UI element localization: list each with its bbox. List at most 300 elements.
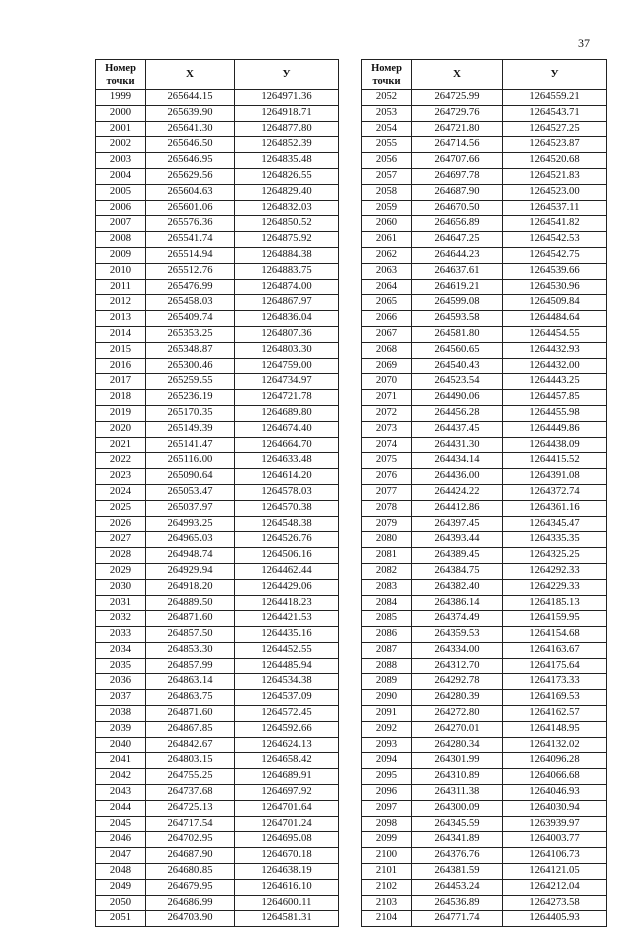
y-coordinate-cell: 1264169.53 [503, 690, 607, 706]
x-coordinate-cell: 264680.85 [146, 864, 235, 880]
point-number-cell: 2016 [96, 358, 146, 374]
point-number-cell: 2068 [362, 342, 412, 358]
y-coordinate-cell: 1264600.11 [235, 895, 339, 911]
point-number-cell: 2019 [96, 405, 146, 421]
point-number-cell: 2025 [96, 500, 146, 516]
y-coordinate-cell: 1264415.52 [503, 453, 607, 469]
x-coordinate-cell: 265149.39 [146, 421, 235, 437]
x-coordinate-cell: 264863.14 [146, 674, 235, 690]
y-coordinate-cell: 1264523.87 [503, 137, 607, 153]
point-number-cell: 2043 [96, 785, 146, 801]
coordinates-table-left [95, 59, 339, 927]
x-coordinate-cell: 264686.99 [146, 895, 235, 911]
point-number-cell: 2018 [96, 390, 146, 406]
x-coordinate-cell: 265236.19 [146, 390, 235, 406]
point-number-cell: 2064 [362, 279, 412, 295]
y-coordinate-cell: 1264527.25 [503, 121, 607, 137]
point-number-cell: 2059 [362, 200, 412, 216]
y-coordinate-cell: 1264159.95 [503, 611, 607, 627]
x-coordinate-cell: 265116.00 [146, 453, 235, 469]
x-coordinate-cell: 265629.56 [146, 168, 235, 184]
y-coordinate-cell: 1264132.02 [503, 737, 607, 753]
table-row [362, 548, 607, 564]
x-coordinate-cell: 264412.86 [412, 500, 503, 516]
x-coordinate-cell: 264647.25 [412, 232, 503, 248]
point-number-cell: 2079 [362, 516, 412, 532]
point-number-cell: 2094 [362, 753, 412, 769]
point-number-cell: 2077 [362, 484, 412, 500]
x-coordinate-cell: 264376.76 [412, 848, 503, 864]
point-number-cell: 2072 [362, 405, 412, 421]
table-row [362, 658, 607, 674]
y-coordinate-cell: 1264867.97 [235, 295, 339, 311]
y-coordinate-cell: 1264485.94 [235, 658, 339, 674]
y-coordinate-cell: 1264548.38 [235, 516, 339, 532]
table-row [362, 895, 607, 911]
table-row [96, 279, 339, 295]
x-coordinate-cell: 264424.22 [412, 484, 503, 500]
point-number-cell: 2080 [362, 532, 412, 548]
x-coordinate-cell: 264540.43 [412, 358, 503, 374]
x-coordinate-cell: 264993.25 [146, 516, 235, 532]
point-number-cell: 2047 [96, 848, 146, 864]
point-number-cell: 2052 [362, 90, 412, 106]
header-x: X [412, 60, 503, 90]
y-coordinate-cell: 1264883.75 [235, 263, 339, 279]
point-number-cell: 2066 [362, 311, 412, 327]
table-row [96, 390, 339, 406]
y-coordinate-cell: 1264335.35 [503, 532, 607, 548]
y-coordinate-cell: 1264695.08 [235, 832, 339, 848]
x-coordinate-cell: 265512.76 [146, 263, 235, 279]
x-coordinate-cell: 264280.34 [412, 737, 503, 753]
y-coordinate-cell: 1264345.47 [503, 516, 607, 532]
point-number-cell: 2017 [96, 374, 146, 390]
x-coordinate-cell: 264853.30 [146, 642, 235, 658]
y-coordinate-cell: 1264096.28 [503, 753, 607, 769]
x-coordinate-cell: 265037.97 [146, 500, 235, 516]
x-coordinate-cell: 264842.67 [146, 737, 235, 753]
point-number-cell: 2056 [362, 153, 412, 169]
x-coordinate-cell: 264536.89 [412, 895, 503, 911]
y-coordinate-cell: 1264852.39 [235, 137, 339, 153]
table-row [362, 500, 607, 516]
point-number-cell: 2015 [96, 342, 146, 358]
y-coordinate-cell: 1264875.92 [235, 232, 339, 248]
y-coordinate-cell: 1264106.73 [503, 848, 607, 864]
table-row [362, 295, 607, 311]
x-coordinate-cell: 264687.90 [412, 184, 503, 200]
table-row [96, 848, 339, 864]
point-number-cell: 2092 [362, 721, 412, 737]
y-coordinate-cell: 1264435.16 [235, 627, 339, 643]
point-number-cell: 2000 [96, 105, 146, 121]
y-coordinate-cell: 1264185.13 [503, 595, 607, 611]
table-row [96, 769, 339, 785]
y-coordinate-cell: 1264884.38 [235, 247, 339, 263]
table-row [96, 311, 339, 327]
x-coordinate-cell: 264737.68 [146, 785, 235, 801]
table-row [96, 326, 339, 342]
y-coordinate-cell: 1264581.31 [235, 911, 339, 927]
table-row [96, 405, 339, 421]
point-number-cell: 2007 [96, 216, 146, 232]
x-coordinate-cell: 264389.45 [412, 548, 503, 564]
x-coordinate-cell: 264560.65 [412, 342, 503, 358]
point-number-cell: 2065 [362, 295, 412, 311]
point-number-cell: 2103 [362, 895, 412, 911]
y-coordinate-cell: 1264614.20 [235, 469, 339, 485]
x-coordinate-cell: 264384.75 [412, 563, 503, 579]
y-coordinate-cell: 1264829.40 [235, 184, 339, 200]
y-coordinate-cell: 1264030.94 [503, 800, 607, 816]
point-number-cell: 2101 [362, 864, 412, 880]
y-coordinate-cell: 1264526.76 [235, 532, 339, 548]
point-number-cell: 2090 [362, 690, 412, 706]
x-coordinate-cell: 264755.25 [146, 769, 235, 785]
table-row [96, 184, 339, 200]
y-coordinate-cell: 1264658.42 [235, 753, 339, 769]
table-row [362, 137, 607, 153]
table-row [96, 800, 339, 816]
header-point-number-line2: точки [372, 75, 401, 87]
y-coordinate-cell: 1264506.16 [235, 548, 339, 564]
y-coordinate-cell: 1264162.57 [503, 706, 607, 722]
y-coordinate-cell: 1264509.84 [503, 295, 607, 311]
point-number-cell: 2099 [362, 832, 412, 848]
table-row [362, 848, 607, 864]
point-number-cell: 2058 [362, 184, 412, 200]
x-coordinate-cell: 264374.49 [412, 611, 503, 627]
point-number-cell: 2024 [96, 484, 146, 500]
point-number-cell: 2001 [96, 121, 146, 137]
x-coordinate-cell: 264312.70 [412, 658, 503, 674]
y-coordinate-cell: 1264418.23 [235, 595, 339, 611]
table-row [96, 200, 339, 216]
point-number-cell: 2045 [96, 816, 146, 832]
x-coordinate-cell: 264637.61 [412, 263, 503, 279]
table-row [96, 469, 339, 485]
x-coordinate-cell: 264656.89 [412, 216, 503, 232]
point-number-cell: 2093 [362, 737, 412, 753]
x-coordinate-cell: 265576.36 [146, 216, 235, 232]
point-number-cell: 2014 [96, 326, 146, 342]
y-coordinate-cell: 1264046.93 [503, 785, 607, 801]
table-row [96, 121, 339, 137]
point-number-cell: 2057 [362, 168, 412, 184]
x-coordinate-cell: 264687.90 [146, 848, 235, 864]
table-row [362, 311, 607, 327]
table-row [362, 911, 607, 927]
x-coordinate-cell: 265641.30 [146, 121, 235, 137]
table-row [362, 879, 607, 895]
point-number-cell: 2033 [96, 627, 146, 643]
table-row [362, 706, 607, 722]
x-coordinate-cell: 264948.74 [146, 548, 235, 564]
y-coordinate-cell: 1264850.52 [235, 216, 339, 232]
x-coordinate-cell: 264581.80 [412, 326, 503, 342]
y-coordinate-cell: 1264971.36 [235, 90, 339, 106]
table-row [362, 532, 607, 548]
y-coordinate-cell: 1264455.98 [503, 405, 607, 421]
point-number-cell: 2037 [96, 690, 146, 706]
y-coordinate-cell: 1264670.18 [235, 848, 339, 864]
table-body-left [96, 90, 339, 927]
y-coordinate-cell: 1264539.66 [503, 263, 607, 279]
point-number-cell: 2062 [362, 247, 412, 263]
point-number-cell: 2074 [362, 437, 412, 453]
x-coordinate-cell: 264965.03 [146, 532, 235, 548]
x-coordinate-cell: 264523.54 [412, 374, 503, 390]
point-number-cell: 2088 [362, 658, 412, 674]
y-coordinate-cell: 1264689.91 [235, 769, 339, 785]
x-coordinate-cell: 264857.99 [146, 658, 235, 674]
y-coordinate-cell: 1264877.80 [235, 121, 339, 137]
point-number-cell: 2036 [96, 674, 146, 690]
y-coordinate-cell: 1264457.85 [503, 390, 607, 406]
point-number-cell: 2104 [362, 911, 412, 927]
x-coordinate-cell: 264867.85 [146, 721, 235, 737]
point-number-cell: 2048 [96, 864, 146, 880]
table-row [362, 263, 607, 279]
x-coordinate-cell: 264345.59 [412, 816, 503, 832]
table-row [362, 342, 607, 358]
table-row [96, 737, 339, 753]
y-coordinate-cell: 1264391.08 [503, 469, 607, 485]
y-coordinate-cell: 1264520.68 [503, 153, 607, 169]
y-coordinate-cell: 1264148.95 [503, 721, 607, 737]
x-coordinate-cell: 264697.78 [412, 168, 503, 184]
table-row [362, 642, 607, 658]
point-number-cell: 2009 [96, 247, 146, 263]
x-coordinate-cell: 264453.24 [412, 879, 503, 895]
table-row [362, 200, 607, 216]
point-number-cell: 2046 [96, 832, 146, 848]
y-coordinate-cell: 1264173.33 [503, 674, 607, 690]
table-row [96, 232, 339, 248]
point-number-cell: 2086 [362, 627, 412, 643]
y-coordinate-cell: 1264432.93 [503, 342, 607, 358]
header-y: У [235, 60, 339, 90]
point-number-cell: 2091 [362, 706, 412, 722]
x-coordinate-cell: 265353.25 [146, 326, 235, 342]
table-row [362, 484, 607, 500]
y-coordinate-cell: 1264452.55 [235, 642, 339, 658]
point-number-cell: 2100 [362, 848, 412, 864]
y-coordinate-cell: 1264462.44 [235, 563, 339, 579]
table-row [362, 516, 607, 532]
table-row [96, 753, 339, 769]
table-row [362, 690, 607, 706]
point-number-cell: 2075 [362, 453, 412, 469]
table-row [362, 153, 607, 169]
x-coordinate-cell: 264714.56 [412, 137, 503, 153]
x-coordinate-cell: 264301.99 [412, 753, 503, 769]
y-coordinate-cell: 1264432.00 [503, 358, 607, 374]
y-coordinate-cell: 1264624.13 [235, 737, 339, 753]
point-number-cell: 2083 [362, 579, 412, 595]
table-row [96, 674, 339, 690]
point-number-cell: 2003 [96, 153, 146, 169]
table-row [96, 90, 339, 106]
table-row [362, 785, 607, 801]
point-number-cell: 2021 [96, 437, 146, 453]
point-number-cell: 2022 [96, 453, 146, 469]
table-row [362, 595, 607, 611]
x-coordinate-cell: 265639.90 [146, 105, 235, 121]
table-row [96, 879, 339, 895]
x-coordinate-cell: 265348.87 [146, 342, 235, 358]
point-number-cell: 2081 [362, 548, 412, 564]
y-coordinate-cell: 1264361.16 [503, 500, 607, 516]
table-row [362, 674, 607, 690]
point-number-cell: 2102 [362, 879, 412, 895]
x-coordinate-cell: 264397.45 [412, 516, 503, 532]
x-coordinate-cell: 264341.89 [412, 832, 503, 848]
point-number-cell: 2031 [96, 595, 146, 611]
y-coordinate-cell: 1264325.25 [503, 548, 607, 564]
table-row [96, 263, 339, 279]
x-coordinate-cell: 264679.95 [146, 879, 235, 895]
x-coordinate-cell: 264359.53 [412, 627, 503, 643]
table-row [96, 421, 339, 437]
y-coordinate-cell: 1264542.75 [503, 247, 607, 263]
table-row [362, 390, 607, 406]
table-row [362, 721, 607, 737]
table-row [96, 295, 339, 311]
y-coordinate-cell: 1264559.21 [503, 90, 607, 106]
point-number-cell: 2005 [96, 184, 146, 200]
x-coordinate-cell: 264871.60 [146, 706, 235, 722]
point-number-cell: 2084 [362, 595, 412, 611]
y-coordinate-cell: 1264292.33 [503, 563, 607, 579]
table-row [96, 437, 339, 453]
y-coordinate-cell: 1264534.38 [235, 674, 339, 690]
x-coordinate-cell: 265090.64 [146, 469, 235, 485]
table-row [362, 358, 607, 374]
point-number-cell: 2053 [362, 105, 412, 121]
table-row [362, 90, 607, 106]
point-number-cell: 2089 [362, 674, 412, 690]
y-coordinate-cell: 1264836.04 [235, 311, 339, 327]
table-row [96, 611, 339, 627]
x-coordinate-cell: 265604.63 [146, 184, 235, 200]
y-coordinate-cell: 1264807.36 [235, 326, 339, 342]
table-row [362, 611, 607, 627]
y-coordinate-cell: 1264066.68 [503, 769, 607, 785]
point-number-cell: 2097 [362, 800, 412, 816]
point-number-cell: 2054 [362, 121, 412, 137]
table-row [96, 532, 339, 548]
point-number-cell: 2039 [96, 721, 146, 737]
y-coordinate-cell: 1264121.05 [503, 864, 607, 880]
table-row [362, 374, 607, 390]
x-coordinate-cell: 264381.59 [412, 864, 503, 880]
point-number-cell: 2042 [96, 769, 146, 785]
point-number-cell: 2006 [96, 200, 146, 216]
x-coordinate-cell: 264803.15 [146, 753, 235, 769]
point-number-cell: 2027 [96, 532, 146, 548]
y-coordinate-cell: 1264523.00 [503, 184, 607, 200]
x-coordinate-cell: 265646.95 [146, 153, 235, 169]
table-row [362, 216, 607, 232]
table-row [96, 864, 339, 880]
table-row [362, 184, 607, 200]
point-number-cell: 2051 [96, 911, 146, 927]
y-coordinate-cell: 1264835.48 [235, 153, 339, 169]
y-coordinate-cell: 1264616.10 [235, 879, 339, 895]
x-coordinate-cell: 264311.38 [412, 785, 503, 801]
point-number-cell: 2028 [96, 548, 146, 564]
y-coordinate-cell: 1264537.09 [235, 690, 339, 706]
header-point-number-line1: Номер [371, 62, 402, 74]
x-coordinate-cell: 265458.03 [146, 295, 235, 311]
y-coordinate-cell: 1264443.25 [503, 374, 607, 390]
y-coordinate-cell: 1264664.70 [235, 437, 339, 453]
x-coordinate-cell: 264918.20 [146, 579, 235, 595]
point-number-cell: 2038 [96, 706, 146, 722]
table-row [362, 105, 607, 121]
point-number-cell: 2060 [362, 216, 412, 232]
y-coordinate-cell: 1264405.93 [503, 911, 607, 927]
x-coordinate-cell: 264456.28 [412, 405, 503, 421]
coordinates-table-right [361, 59, 607, 927]
y-coordinate-cell: 1264449.86 [503, 421, 607, 437]
table-row [362, 453, 607, 469]
table-row [96, 911, 339, 927]
y-coordinate-cell: 1264734.97 [235, 374, 339, 390]
x-coordinate-cell: 264863.75 [146, 690, 235, 706]
x-coordinate-cell: 264270.01 [412, 721, 503, 737]
y-coordinate-cell: 1264521.83 [503, 168, 607, 184]
point-number-cell: 2032 [96, 611, 146, 627]
y-coordinate-cell: 1264003.77 [503, 832, 607, 848]
point-number-cell: 2044 [96, 800, 146, 816]
y-coordinate-cell: 1264429.06 [235, 579, 339, 595]
x-coordinate-cell: 265476.99 [146, 279, 235, 295]
x-coordinate-cell: 264272.80 [412, 706, 503, 722]
table-row [362, 279, 607, 295]
header-point-number [96, 60, 146, 90]
table-row [362, 864, 607, 880]
y-coordinate-cell: 1264570.38 [235, 500, 339, 516]
x-coordinate-cell: 264593.58 [412, 311, 503, 327]
table-row [96, 153, 339, 169]
point-number-cell: 2061 [362, 232, 412, 248]
x-coordinate-cell: 264386.14 [412, 595, 503, 611]
table-row [96, 374, 339, 390]
table-row [362, 168, 607, 184]
table-row [96, 484, 339, 500]
table-row [96, 500, 339, 516]
table-row [362, 832, 607, 848]
y-coordinate-cell: 1264759.00 [235, 358, 339, 374]
x-coordinate-cell: 264437.45 [412, 421, 503, 437]
x-coordinate-cell: 264490.06 [412, 390, 503, 406]
table-row [96, 785, 339, 801]
table-row [96, 516, 339, 532]
table-row [362, 437, 607, 453]
x-coordinate-cell: 265259.55 [146, 374, 235, 390]
table-row [96, 563, 339, 579]
point-number-cell: 2040 [96, 737, 146, 753]
table-row [362, 737, 607, 753]
table-row [362, 563, 607, 579]
x-coordinate-cell: 264717.54 [146, 816, 235, 832]
y-coordinate-cell: 1264874.00 [235, 279, 339, 295]
y-coordinate-cell: 1263939.97 [503, 816, 607, 832]
point-number-cell: 2087 [362, 642, 412, 658]
